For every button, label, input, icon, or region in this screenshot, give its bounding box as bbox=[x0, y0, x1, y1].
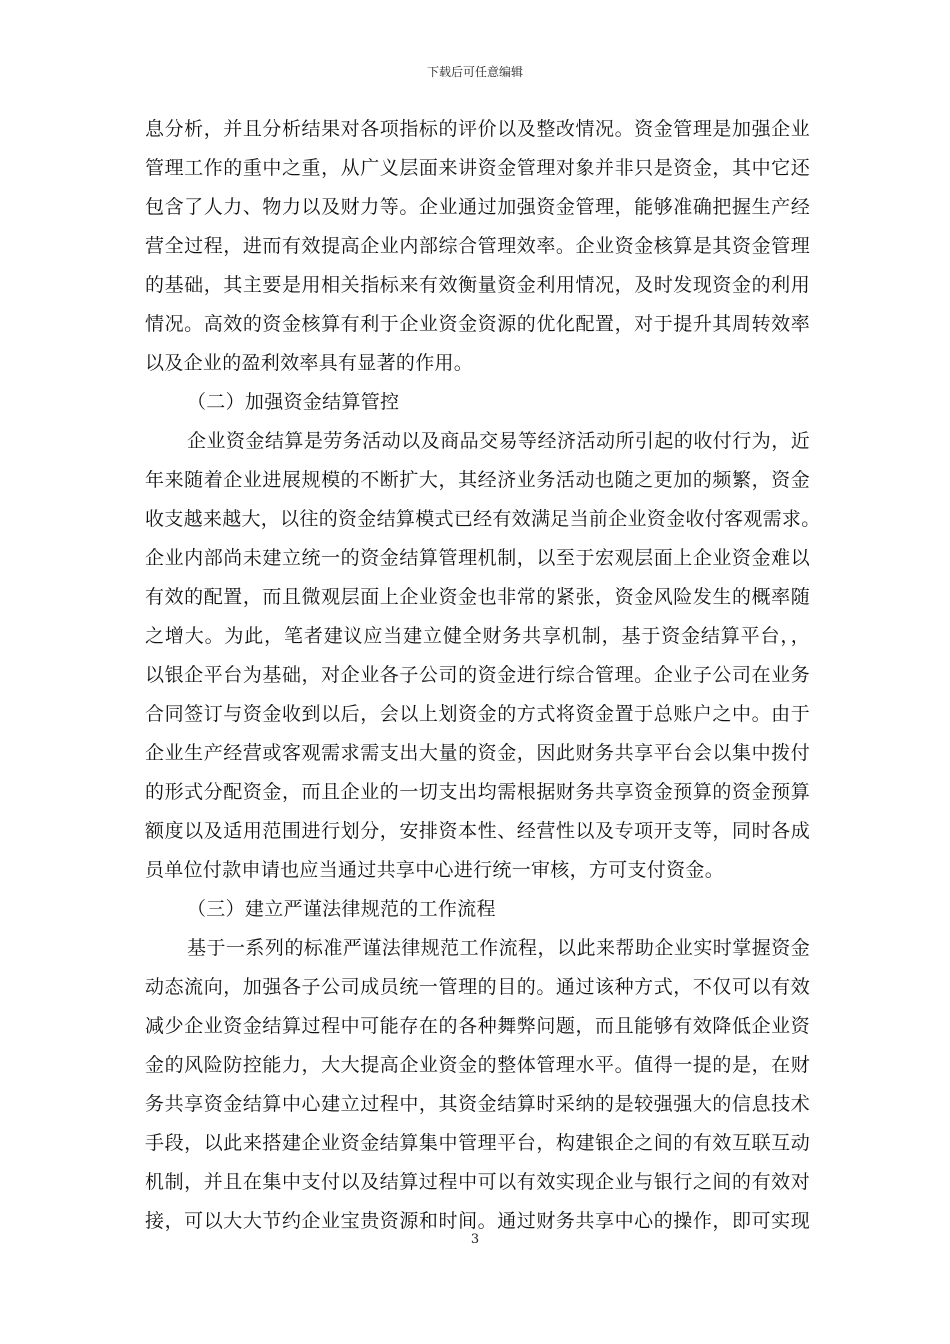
body-line: 企业内部尚未建立统一的资金结算管理机制，以至于宏观层面上企业资金难以 bbox=[145, 547, 810, 569]
body-line: 企业生产经营或客观需求需支出大量的资金，因此财务共享平台会以集中拨付 bbox=[145, 742, 810, 764]
page-number: 3 bbox=[470, 1232, 480, 1247]
body-line: 机制，并且在集中支付以及结算过程中可以有效实现企业与银行之间的有效对 bbox=[145, 1171, 810, 1193]
body-line: 有效的配置，而且微观层面上企业资金也非常的紧张，资金风险发生的概率随 bbox=[145, 586, 810, 608]
body-line: 收支越来越大，以往的资金结算模式已经有效满足当前企业资金收付客观需求。 bbox=[145, 508, 821, 530]
body-line-paragraph-start: 基于一系列的标准严谨法律规范工作流程，以此来帮助企业实时掌握资金 bbox=[187, 937, 810, 959]
body-line: 管理工作的重中之重，从广义层面来讲资金管理对象并非只是资金，其中它还 bbox=[145, 157, 810, 179]
body-line: 年来随着企业进展规模的不断扩大，其经济业务活动也随之更加的频繁，资金 bbox=[145, 469, 810, 491]
body-line: 金的风险防控能力，大大提高企业资金的整体管理水平。值得一提的是，在财 bbox=[145, 1054, 810, 1076]
body-line: 包含了人力、物力以及财力等。企业通过加强资金管理，能够准确把握生产经 bbox=[145, 196, 810, 218]
body-line-paragraph-end: 以及企业的盈利效率具有显著的作用。 bbox=[145, 352, 474, 374]
section-heading: （二）加强资金结算管控 bbox=[187, 391, 400, 413]
body-line: 营全过程，进而有效提高企业内部综合管理效率。企业资金核算是其资金管理 bbox=[145, 235, 810, 257]
body-line: 的形式分配资金，而且企业的一切支出均需根据财务共享资金预算的资金预算 bbox=[145, 781, 810, 803]
body-line: 接，可以大大节约企业宝贵资源和时间。通过财务共享中心的操作，即可实现 bbox=[145, 1210, 810, 1232]
body-line-paragraph-end: 员单位付款申请也应当通过共享中心进行统一审核，方可支付资金。 bbox=[145, 859, 725, 881]
section-heading: （三）建立严谨法律规范的工作流程 bbox=[187, 898, 496, 920]
body-line: 的基础，其主要是用相关指标来有效衡量资金利用情况，及时发现资金的利用 bbox=[145, 274, 810, 296]
body-line: 情况。高效的资金核算有利于企业资金资源的优化配置，对于提升其周转效率 bbox=[145, 313, 810, 335]
page-header: 下载后可任意编辑 bbox=[426, 65, 523, 79]
body-line: 合同签订与资金收到以后，会以上划资金的方式将资金置于总账户之中。由于 bbox=[145, 703, 810, 725]
body-line: 息分析，并且分析结果对各项指标的评价以及整改情况。资金管理是加强企业 bbox=[145, 118, 810, 140]
body-line-paragraph-start: 企业资金结算是劳务活动以及商品交易等经济活动所引起的收付行为，近 bbox=[187, 430, 810, 452]
body-line: 务共享资金结算中心建立过程中，其资金结算时采纳的是较强强大的信息技术 bbox=[145, 1093, 810, 1115]
body-line: 以银企平台为基础，对企业各子公司的资金进行综合管理。企业子公司在业务 bbox=[145, 664, 810, 686]
body-line: 动态流向，加强各子公司成员统一管理的目的。通过该种方式，不仅可以有效 bbox=[145, 976, 810, 998]
body-line: 手段，以此来搭建企业资金结算集中管理平台，构建银企之间的有效互联互动 bbox=[145, 1132, 810, 1154]
body-line: 减少企业资金结算过程中可能存在的各种舞弊问题，而且能够有效降低企业资 bbox=[145, 1015, 810, 1037]
document-body bbox=[145, 110, 821, 1241]
body-line: 额度以及适用范围进行划分，安排资本性、经营性以及专项开支等，同时各成 bbox=[145, 820, 810, 842]
body-line: 之增大。为此，笔者建议应当建立健全财务共享机制，基于资金结算平台，， bbox=[145, 625, 810, 647]
